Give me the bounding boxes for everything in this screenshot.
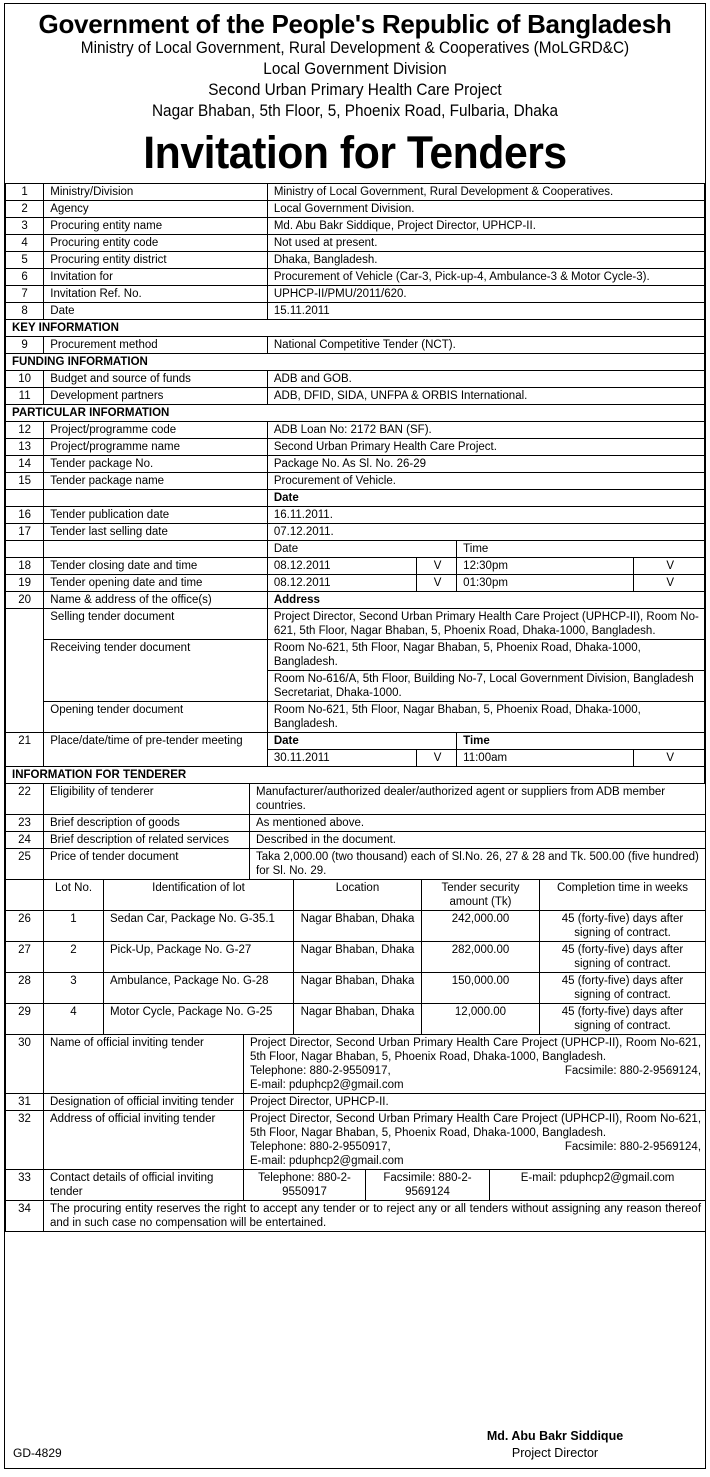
table-row: 17 Tender last selling date 07.12.2011.	[6, 524, 705, 541]
table-row: 14 Tender package No. Package No. As Sl. No. 26-29	[6, 456, 705, 473]
table-row: 3 Procuring entity name Md. Abu Bakr Siddique, Project Director, UPHCP-II.	[6, 218, 705, 235]
table-row: 1 Ministry/Division Ministry of Local Government, Rural Development & Cooperatives.	[6, 184, 705, 201]
government-title: Government of the People's Republic of Bangladesh	[38, 9, 672, 39]
completion-header: Completion time in weeks	[540, 880, 706, 911]
table-row: Selling tender document Project Director, Second Urban Primary Health Care Project (UPHCP-II), Room No-621, 5th Floor, Nagar Bhaban, 5, Phoenix Road, Dhaka-1000, Bangladesh.	[6, 609, 705, 640]
table-row: 20 Name & address of the office(s) Address	[6, 592, 705, 609]
lots-table	[5, 879, 706, 1035]
table-row: 5 Procuring entity district Dhaka, Bangladesh.	[6, 252, 705, 269]
table-row: 26 1 Sedan Car, Package No. G-35.1 Nagar Bhaban, Dhaka 242,000.00 45 (forty-five) days after signing of contract.	[6, 911, 706, 942]
project-line: Second Urban Primary Health Care Project	[208, 81, 502, 99]
table-row: 28 3 Ambulance, Package No. G-28 Nagar Bhaban, Dhaka 150,000.00 45 (forty-five) days after signing of contract.	[6, 973, 706, 1004]
notice-footer	[5, 1422, 705, 1468]
page-title: Invitation for Tenders	[143, 127, 567, 178]
signature-block	[435, 1428, 675, 1462]
official-table	[5, 1034, 706, 1232]
table-row: 11 Development partners ADB, DFID, SIDA, UNFPA & ORBIS International.	[6, 388, 705, 405]
table-row: 25 Price of tender document Taka 2,000.00 (two thousand) each of Sl.No. 26, 27 & 28 and Tk. 500.00 (five hundred) for Sl. No. 29.	[6, 849, 706, 880]
table-row: Date Time	[6, 541, 705, 558]
table-row: Date	[6, 490, 705, 507]
gd-code: GD-4829	[13, 1446, 62, 1460]
table-row: 13 Project/programme name Second Urban Primary Health Care Project.	[6, 439, 705, 456]
table-row: Opening tender document Room No-621, 5th Floor, Nagar Bhaban, 5, Phoenix Road, Dhaka-1000, Bangladesh.	[6, 702, 705, 733]
lots-header-row	[6, 880, 706, 911]
table-row: 2 Agency Local Government Division.	[6, 201, 705, 218]
table-row: 15 Tender package name Procurement of Vehicle.	[6, 473, 705, 490]
division-line: Local Government Division	[263, 60, 447, 78]
section-heading: FUNDING INFORMATION	[6, 354, 705, 371]
table-row: 8 Date 15.11.2011	[6, 303, 705, 320]
table-row: 31 Designation of official inviting tender Project Director, UPHCP-II.	[6, 1094, 706, 1111]
table-row: 18 Tender closing date and time 08.12.2011 V 12:30pm V	[6, 558, 705, 575]
signatory-name: Md. Abu Bakr Siddique	[486, 1429, 624, 1443]
table-row: 19 Tender opening date and time 08.12.2011 V 01:30pm V	[6, 575, 705, 592]
table-row: 33 Contact details of official inviting tender Telephone: 880-2-9550917 Facsimile: 880-2-9569124 E-mail: pduphcp2@gmail.com	[6, 1170, 706, 1201]
table-row: 27 2 Pick-Up, Package No. G-27 Nagar Bhaban, Dhaka 282,000.00 45 (forty-five) days after signing of contract.	[6, 942, 706, 973]
tender-info-table	[5, 183, 705, 784]
table-row: 9 Procurement method National Competitive Tender (NCT).	[6, 337, 705, 354]
tenderer-table	[5, 783, 706, 880]
table-row: 30 Name of official inviting tender Project Director, Second Urban Primary Health Care Project (UPHCP-II), Room No-621, 5th Floor, Nagar Bhaban, 5, Phoenix Road, Dhaka-1000, Bangladesh. Telephone: 880-2-9550917, Facsimile: 880-2-9569124, E-mail: pduphcp2@gmail.com	[6, 1035, 706, 1094]
table-row: 30.11.2011 V 11:00am V	[6, 750, 705, 767]
table-row: 24 Brief description of related services Described in the document.	[6, 832, 706, 849]
section-heading: PARTICULAR INFORMATION	[6, 405, 705, 422]
ident-header: Identification of lot	[104, 880, 294, 911]
table-row: 6 Invitation for Procurement of Vehicle (Car-3, Pick-up-4, Ambulance-3 & Motor Cycle-3).	[6, 269, 705, 286]
table-row: 4 Procuring entity code Not used at present.	[6, 235, 705, 252]
notice-header	[5, 10, 705, 180]
table-row: Room No-616/A, 5th Floor, Building No-7, Local Government Division, Bangladesh Secretariat, Dhaka-1000.	[6, 671, 705, 702]
table-row: 12 Project/programme code ADB Loan No: 2172 BAN (SF).	[6, 422, 705, 439]
table-row: 7 Invitation Ref. No. UPHCP-II/PMU/2011/620.	[6, 286, 705, 303]
lot-header: Lot No.	[44, 880, 104, 911]
table-row: 21 Place/date/time of pre-tender meeting Date Time	[6, 733, 705, 750]
table-row: 32 Address of official inviting tender Project Director, Second Urban Primary Health Care Project (UPHCP-II), Room No-621, 5th Floor, Nagar Bhaban, 5, Phoenix Road, Dhaka-1000, Bangladesh. Telephone: 880-2-9550917, Facsimile: 880-2-9569124, E-mail: pduphcp2@gmail.com	[6, 1111, 706, 1170]
security-header: Tender security amount (Tk)	[422, 880, 540, 911]
table-row: Receiving tender document Room No-621, 5th Floor, Nagar Bhaban, 5, Phoenix Road, Dhaka-1000, Bangladesh.	[6, 640, 705, 671]
table-row: 23 Brief description of goods As mentioned above.	[6, 815, 706, 832]
signatory-title: Project Director	[511, 1446, 599, 1460]
table-row: 16 Tender publication date 16.11.2011.	[6, 507, 705, 524]
tender-notice	[4, 3, 706, 1469]
location-header: Location	[294, 880, 422, 911]
table-row: 10 Budget and source of funds ADB and GOB.	[6, 371, 705, 388]
section-heading: INFORMATION FOR TENDERER	[6, 767, 705, 784]
address-line: Nagar Bhaban, 5th Floor, 5, Phoenix Road, Fulbaria, Dhaka	[151, 102, 559, 120]
ministry-line: Ministry of Local Government, Rural Development & Cooperatives (MoLGRD&C)	[80, 39, 630, 57]
section-heading: KEY INFORMATION	[6, 320, 705, 337]
table-row: 22 Eligibility of tenderer Manufacturer/authorized dealer/authorized agent or suppliers from ADB member countries.	[6, 784, 706, 815]
table-row: 29 4 Motor Cycle, Package No. G-25 Nagar Bhaban, Dhaka 12,000.00 45 (forty-five) days after signing of contract.	[6, 1004, 706, 1035]
table-row: 34 The procuring entity reserves the right to accept any tender or to reject any or all tenders without assigning any reason thereof and in such case no compensation will be entertained.	[6, 1201, 706, 1232]
